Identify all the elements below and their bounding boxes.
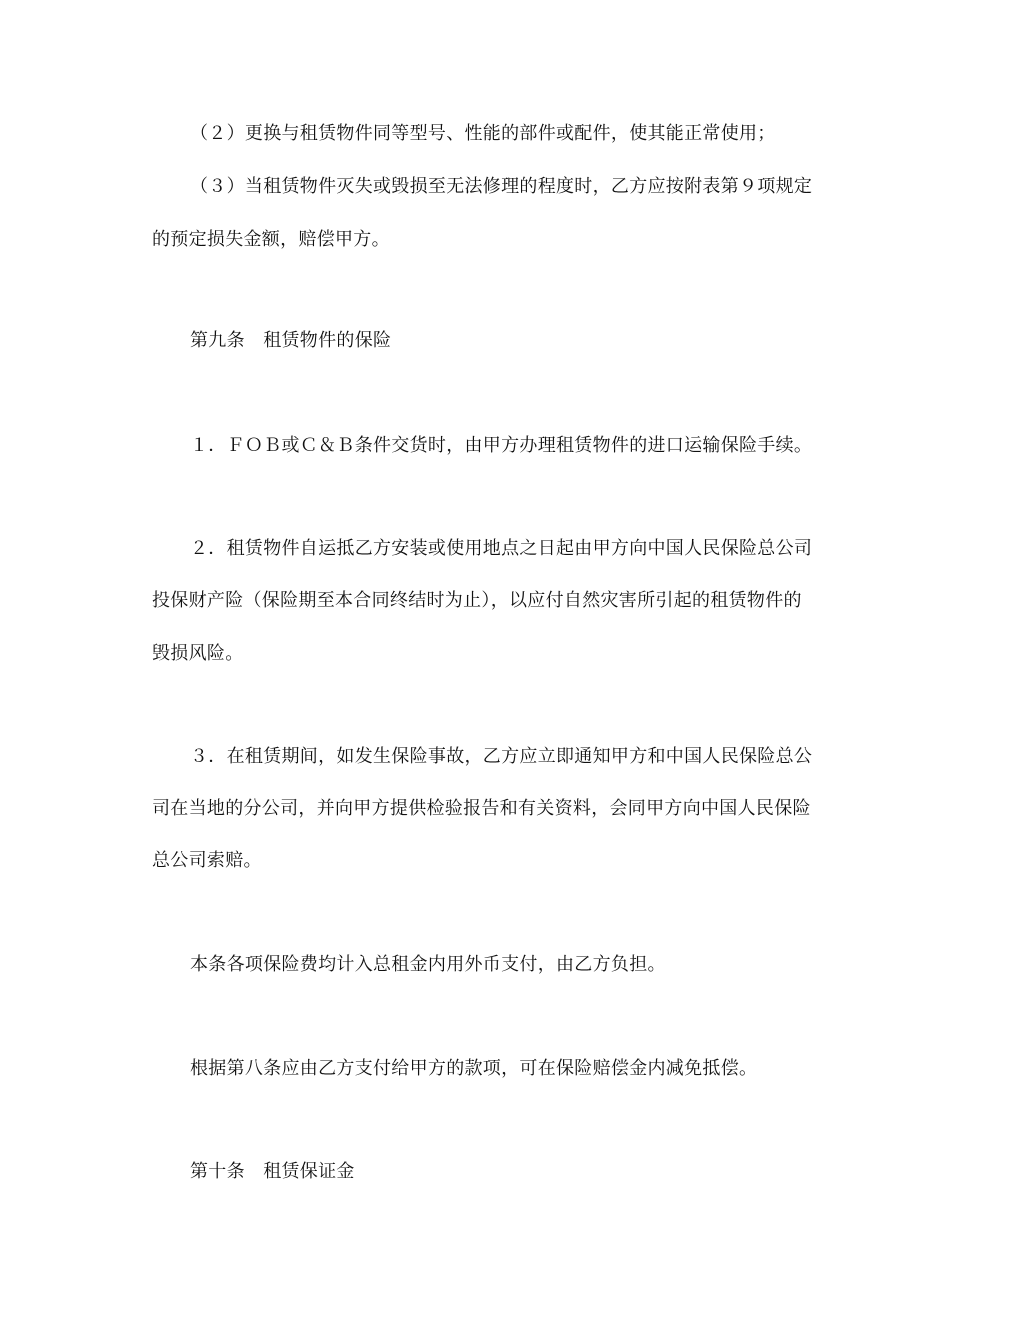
clause-9-item-2-line-1: ２．租赁物件自运抵乙方安装或使用地点之日起由甲方向中国人民保险总公司 — [190, 538, 813, 559]
clause-8-item-3-line-2: 的预定损失金额，赔偿甲方。 — [152, 229, 390, 250]
clause-8-item-2: （２）更换与租赁物件同等型号、性能的部件或配件，使其能正常使用； — [190, 123, 776, 144]
clause-9-item-1: １．ＦＯＢ或Ｃ＆Ｂ条件交货时，由甲方办理租赁物件的进口运输保险手续。 — [190, 435, 813, 456]
clause-9-heading: 第九条 租赁物件的保险 — [190, 330, 392, 351]
clause-9-item-2-line-2: 投保财产险（保险期至本合同终结时为止），以应付自然灾害所引起的租赁物件的 — [152, 590, 802, 611]
clause-9-item-2-line-3: 毁损风险。 — [152, 643, 244, 664]
clause-8-item-3-line-1: （３）当租赁物件灭失或毁损至无法修理的程度时，乙方应按附表第９项规定 — [190, 176, 813, 197]
clause-9-item-3-line-3: 总公司索赔。 — [152, 850, 262, 871]
clause-9-offset-note: 根据第八条应由乙方支付给甲方的款项，可在保险赔偿金内减免抵偿。 — [190, 1058, 758, 1079]
clause-9-item-3-line-1: ３．在租赁期间，如发生保险事故，乙方应立即通知甲方和中国人民保险总公 — [190, 746, 813, 767]
clause-9-insurance-fee-note: 本条各项保险费均计入总租金内用外币支付，由乙方负担。 — [190, 954, 666, 975]
clause-9-item-3-line-2: 司在当地的分公司，并向甲方提供检验报告和有关资料，会同甲方向中国人民保险 — [152, 798, 811, 819]
clause-10-heading: 第十条 租赁保证金 — [190, 1161, 355, 1182]
